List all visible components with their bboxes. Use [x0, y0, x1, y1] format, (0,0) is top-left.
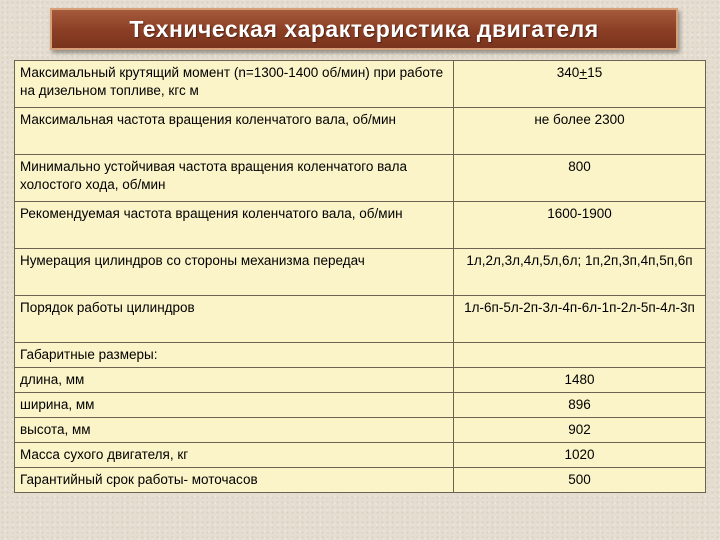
- value-cell: [454, 61, 706, 108]
- value-cell: 896: [454, 393, 706, 418]
- param-cell: Масса сухого двигателя, кг: [15, 443, 454, 468]
- param-cell: Минимально устойчивая частота вращения коленчатого вала холостого хода, об/мин: [15, 155, 454, 202]
- param-cell: длина, мм: [15, 368, 454, 393]
- param-cell: Габаритные размеры:: [15, 343, 454, 368]
- table-row: [15, 368, 706, 393]
- param-cell: ширина, мм: [15, 393, 454, 418]
- param-cell: Нумерация цилиндров со стороны механизма передач: [15, 249, 454, 296]
- value-cell: 1л,2л,3л,4л,5л,6л; 1п,2п,3п,4п,5п,6п: [454, 249, 706, 296]
- table-row: [15, 202, 706, 249]
- param-cell: высота, мм: [15, 418, 454, 443]
- spec-table: [14, 60, 706, 493]
- table-row: [15, 468, 706, 493]
- table-row: [15, 61, 706, 108]
- table-row: [15, 393, 706, 418]
- table-row: [15, 418, 706, 443]
- value-cell: [454, 343, 706, 368]
- value-cell: 1л-6п-5л-2п-3л-4п-6л-1п-2л-5п-4л-3п: [454, 296, 706, 343]
- plus-minus-sign: +: [579, 65, 588, 80]
- table-row: [15, 343, 706, 368]
- value-cell: 1020: [454, 443, 706, 468]
- value-tolerance: 15: [587, 65, 603, 80]
- value-cell: 500: [454, 468, 706, 493]
- table-row: [15, 296, 706, 343]
- value-cell: 1480: [454, 368, 706, 393]
- value-cell: 800: [454, 155, 706, 202]
- table-row: [15, 108, 706, 155]
- page-title: Техническая характеристика двигателя: [129, 15, 599, 42]
- param-cell: Максимальный крутящий момент (n=1300-1400 об/мин) при работе на дизельном топливе, кгс м: [15, 61, 454, 108]
- value-main: 340: [556, 65, 580, 80]
- table-row: [15, 443, 706, 468]
- param-cell: Порядок работы цилиндров: [15, 296, 454, 343]
- param-cell: Максимальная частота вращения коленчатого вала, об/мин: [15, 108, 454, 155]
- value-cell: 1600-1900: [454, 202, 706, 249]
- value-cell: не более 2300: [454, 108, 706, 155]
- value-cell: 902: [454, 418, 706, 443]
- table-row: [15, 155, 706, 202]
- param-cell: Гарантийный срок работы- моточасов: [15, 468, 454, 493]
- table-row: [15, 249, 706, 296]
- param-cell: Рекомендуемая частота вращения коленчатого вала, об/мин: [15, 202, 454, 249]
- title-banner: [50, 8, 678, 50]
